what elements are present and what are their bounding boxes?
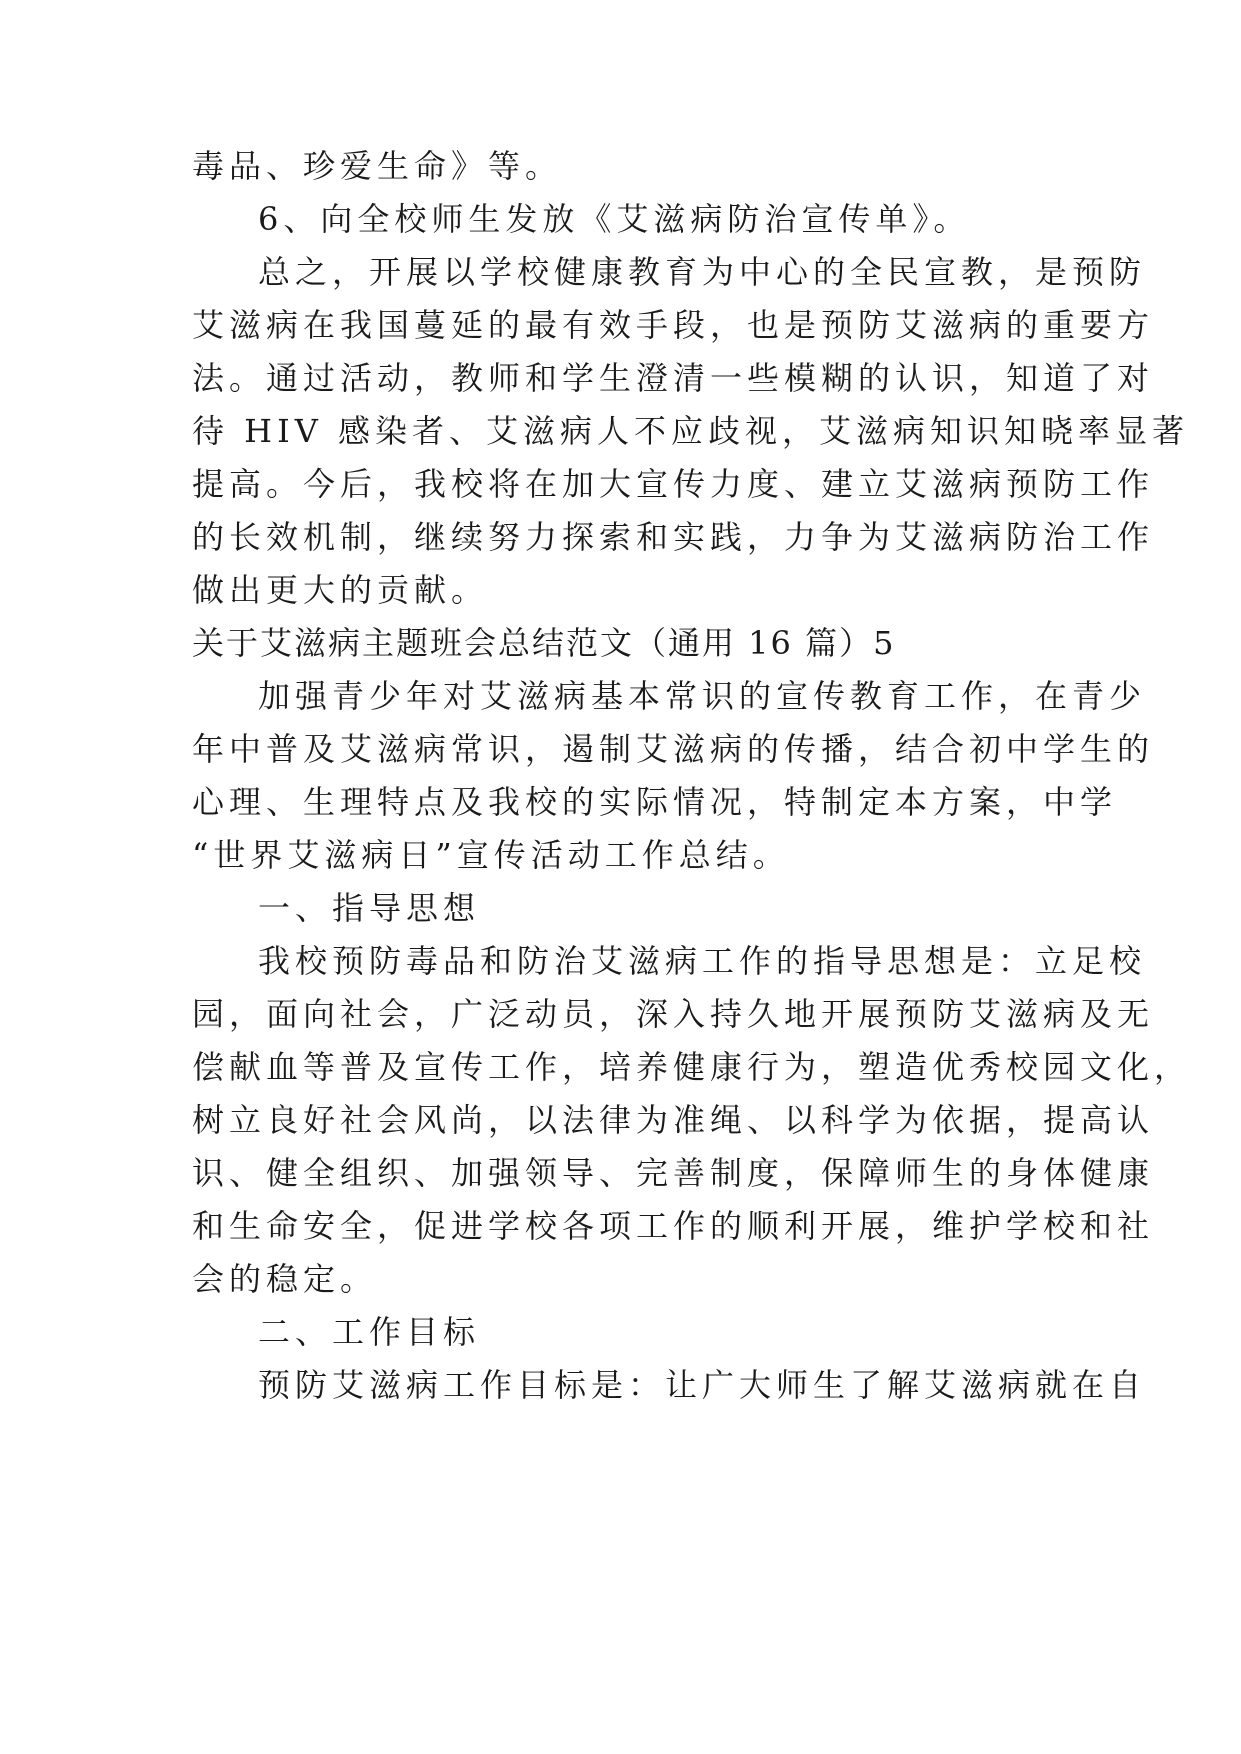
paragraph-first-line: 预防艾滋病工作目标是：让广大师生了解艾滋病就在自 [258,1366,1147,1404]
text-line: 和生命安全，促进学校各项工作的顺利开展，维护学校和社 [192,1207,1155,1245]
text-line: 法。通过活动，教师和学生澄清一些模糊的认识，知道了对 [192,359,1155,397]
section-title: 关于艾滋病主题班会总结范文（通用 16 篇）5 [192,624,896,662]
text-line: 艾滋病在我国蔓延的最有效手段，也是预防艾滋病的重要方 [192,306,1155,344]
text-line: 偿献血等普及宣传工作，培养健康行为，塑造优秀校园文化， [192,1048,1192,1086]
paragraph-first-line: 加强青少年对艾滋病基本常识的宣传教育工作，在青少 [258,677,1147,715]
text-line: 会的稳定。 [192,1260,378,1298]
paragraph-first-line: 我校预防毒品和防治艾滋病工作的指导思想是：立足校 [258,942,1147,980]
text-line: 心理、生理特点及我校的实际情况，特制定本方案，中学 [192,783,1118,821]
subheading-work-goal: 二、工作目标 [258,1313,481,1351]
text-line: “世界艾滋病日”宣传活动工作总结。 [192,836,790,874]
text-line: 毒品、珍爱生命》等。 [192,147,563,185]
text-line: 提高。今后，我校将在加大宣传力度、建立艾滋病预防工作 [192,465,1155,503]
list-item-6: 6、向全校师生发放《艾滋病防治宣传单》。 [258,200,971,238]
text-line: 待 HIV 感染者、艾滋病人不应歧视，艾滋病知识知晓率显著 [192,412,1190,450]
text-line: 年中普及艾滋病常识，遏制艾滋病的传播，结合初中学生的 [192,730,1155,768]
text-line: 树立良好社会风尚，以法律为准绳、以科学为依据，提高认 [192,1101,1155,1139]
subheading-guiding-thought: 一、指导思想 [258,889,481,927]
text-line: 做出更大的贡献。 [192,571,489,609]
text-line: 园，面向社会，广泛动员，深入持久地开展预防艾滋病及无 [192,995,1155,1033]
paragraph-first-line: 总之，开展以学校健康教育为中心的全民宣教，是预防 [258,253,1147,291]
text-line: 的长效机制，继续努力探索和实践，力争为艾滋病防治工作 [192,518,1155,556]
text-line: 识、健全组织、加强领导、完善制度，保障师生的身体健康 [192,1154,1155,1192]
